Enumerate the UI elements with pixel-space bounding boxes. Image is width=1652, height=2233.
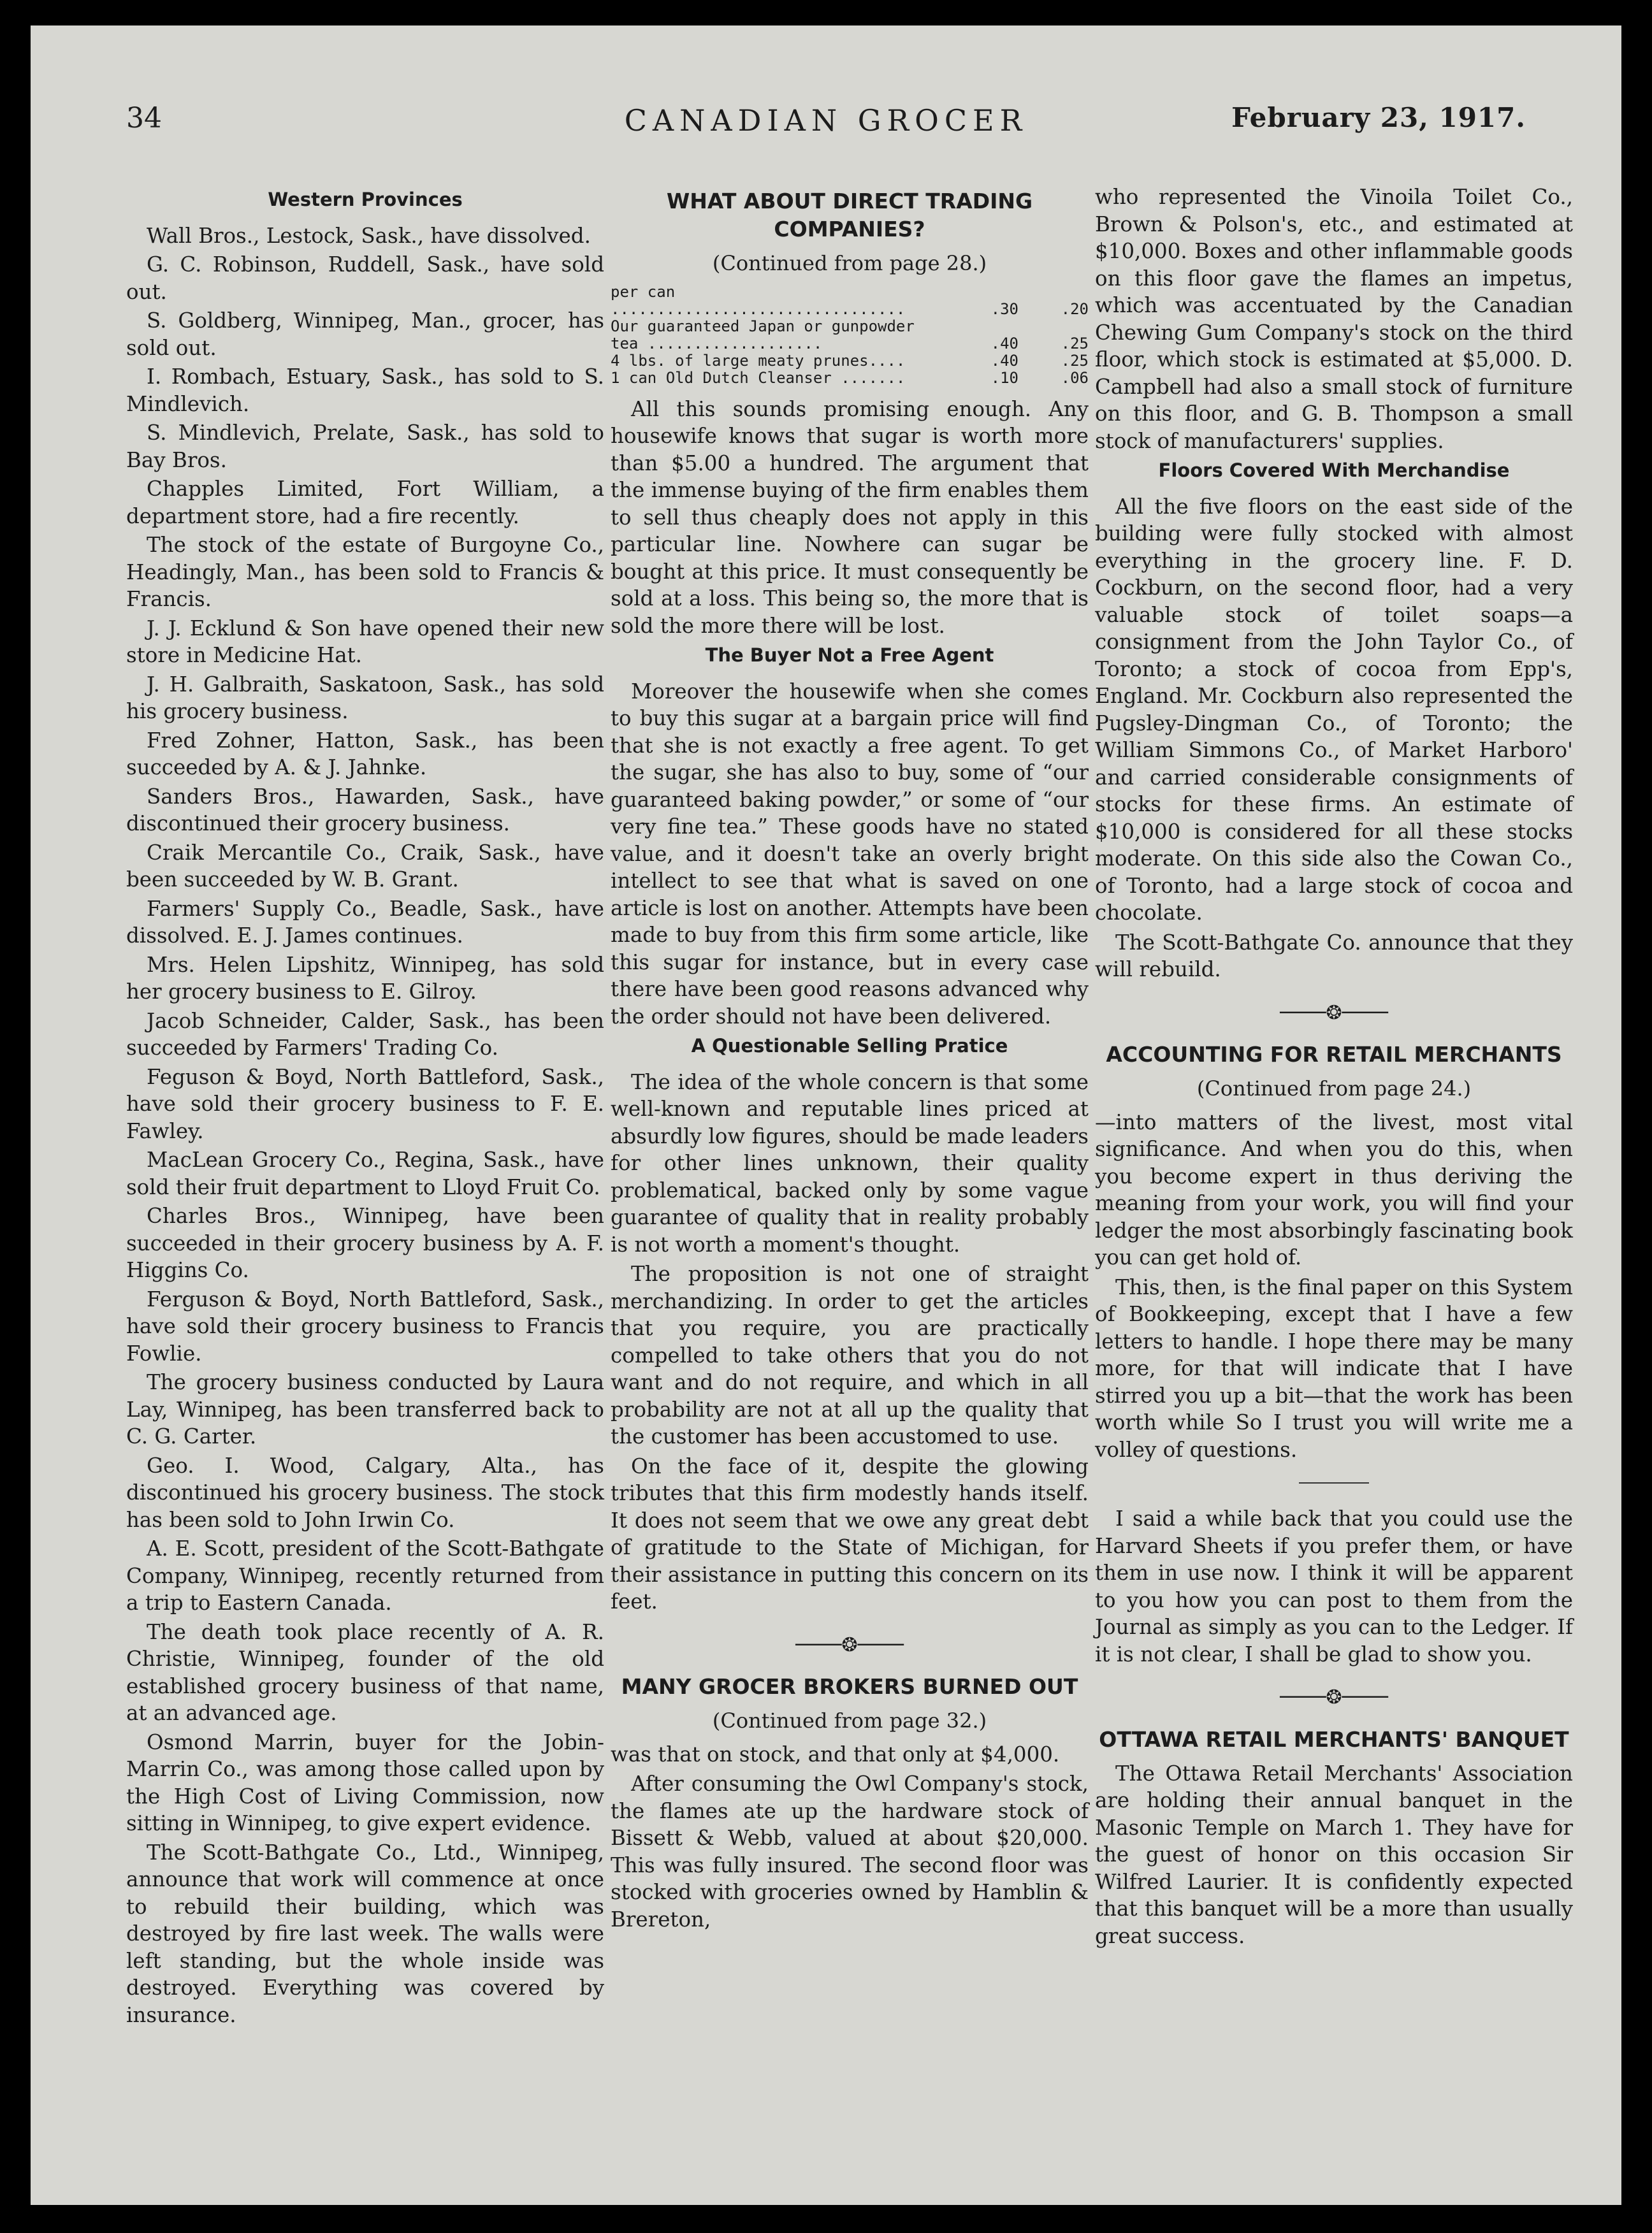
news-item: Feguson & Boyd, North Battleford, Sask., have sold their grocery business to F. E. Fawley. (126, 1064, 604, 1143)
price-cell-label: per can ................................ (611, 282, 906, 318)
paragraph: The Scott-Bathgate Co. announce that they will rebuild. (1095, 930, 1573, 981)
page-header (31, 25, 1621, 153)
paragraph: was that on stock, and that only at $4,000. (611, 1742, 1060, 1767)
price-cell-a: .40 (990, 334, 1018, 352)
price-cell-label: 4 lbs. of large meaty prunes.... (611, 351, 906, 370)
paragraph: —into matters of the livest, most vital significance. And when you do this, when you become expert in thus deriving the meaning from your work, you will find your ledger the most absorbingly fascinating book you can get hold of. (1095, 1109, 1573, 1269)
price-cell-b: .25 (1061, 351, 1089, 370)
paragraph: who represented the Vinoila Toilet Co., Brown & Polson's, etc., and estimated at $10,000. Boxes and other inflammable goods on this floor gave the flames an impetus, which was accentuated by the Canadian Chewing Gum Company's stock on the third floor, which stock is estimated at $5,000. D. Campbell had also a small stock of furniture on this floor, and G. B. Thompson a small stock of manufacturers' supplies. (1095, 185, 1573, 453)
subheading-floors: Floors Covered With Merchandise (1158, 459, 1510, 481)
news-item: J. H. Galbraith, Saskatoon, Sask., has sold his grocery business. (126, 672, 604, 723)
subheading-selling-practice: A Questionable Selling Pratice (691, 1035, 1008, 1057)
news-item: Charles Bros., Winnipeg, have been succeeded in their grocery business by A. F. Higgins Co. (126, 1204, 604, 1282)
ornament-divider: ────❂──── (795, 1633, 904, 1656)
continued-note: (Continued from page 24.) (1196, 1076, 1472, 1101)
paragraph: All the five floors on the east side of the building were fully stocked with almost everything in the grocery line. F. D. Cockburn, on the second floor, had a very valuable stock of toilet soaps—a consignment from the John Taylor Co., of Toronto; a stock of cocoa from Epp's, England. Mr. Cockburn also represented the Pugsley-Dingman Co., of Toronto; the William Simmons Co., of Market Harboro' and carried considerable consignments of stocks for these firms. An estimate of $10,000 is considered for all these stocks moderate. On this side also the Cowan Co., of Toronto, had a large stock of cocoa and chocolate. (1095, 494, 1573, 925)
continued-note: (Continued from page 28.) (712, 251, 987, 275)
price-cell-b: .06 (1061, 368, 1089, 387)
western-provinces-heading: Western Provinces (268, 189, 463, 210)
subheading-buyer: The Buyer Not a Free Agent (705, 644, 994, 666)
news-item: Ferguson & Boyd, North Battleford, Sask., have sold their grocery business to Francis Fowlie. (126, 1287, 604, 1366)
news-items-list (126, 222, 604, 2029)
continued-note: (Continued from page 32.) (712, 1709, 987, 1733)
news-item: Jacob Schneider, Calder, Sask., has been succeeded by Farmers' Trading Co. (126, 1008, 604, 1060)
news-item: Mrs. Helen Lipshitz, Winnipeg, has sold her grocery business to E. Gilroy. (126, 952, 604, 1004)
price-row (611, 318, 1089, 352)
news-item: MacLean Grocery Co., Regina, Sask., have sold their fruit department to Lloyd Fruit Co. (126, 1148, 604, 1199)
news-item: Sanders Bros., Hawarden, Sask., have discontinued their grocery business. (126, 784, 604, 835)
paragraph: This, then, is the final paper on this System of Bookkeeping, except that I have a few letters to handle. I hope there may be many more, for that will indicate that I have stirred you up a bit—that the work has been worth while So I trust you will write me a volley of questions. (1095, 1275, 1573, 1462)
news-item: Geo. I. Wood, Calgary, Alta., has discontinued his grocery business. The stock has been sold to John Irwin Co. (126, 1453, 604, 1532)
news-item: G. C. Robinson, Ruddell, Sask., have sold out. (126, 252, 604, 304)
price-cell-a: .30 (990, 300, 1018, 318)
price-cell-b: .20 (1061, 300, 1089, 318)
column-middle (611, 184, 1089, 1935)
news-item: Osmond Marrin, buyer for the Jobin-Marrin Co., was among those called upon by the High Cost of Living Commission, now sitting in Winnipeg, to give expert evidence. (126, 1730, 604, 1835)
magazine-title: CANADIAN GROCER (624, 103, 1028, 138)
price-cell-a: .10 (990, 368, 1018, 387)
paragraph: The Ottawa Retail Merchants' Association are holding their annual banquet in the Masonic Temple on March 1. They have for the guest of honor on this occasion Sir Wilfred Laurier. It is confidently expected that this banquet will be a more than usually great success. (1095, 1761, 1573, 1948)
paragraph: Moreover the housewife when she comes to buy this sugar at a bargain price will find that she is not exactly a free agent. To get the sugar, she has also to buy, some of “our guaranteed baking powder,” or some of “our very fine tea.” These goods have no stated value, and it doesn't take an overly bright intellect to see that what is saved on one article is lost on another. Attempts have been made to buy from this firm some article, like this sugar for instance, but in every case there have been good reasons advanced why the order should not have been delivered. (611, 679, 1089, 1029)
news-item: The stock of the estate of Burgoyne Co., Headingly, Man., has been sold to Francis & Francis. (126, 533, 604, 611)
issue-date: February 23, 1917. (1231, 102, 1526, 133)
news-item: The Scott-Bathgate Co., Ltd., Winnipeg, announce that work will commence at once to rebuild their building, which was destroyed by fire last week. The walls were left standing, but the whole inside was destroyed. Everything was covered by insurance. (126, 1840, 604, 2027)
column-right (1095, 184, 1573, 1952)
news-item: Wall Bros., Lestock, Sask., have dissolved. (147, 223, 591, 248)
paragraph: On the face of it, despite the glowing tributes that this firm modestly hands itself. It does not seem that we owe any great debt of gratitude to the State of Michigan, for their assistance in putting this concern on its feet. (611, 1454, 1089, 1614)
price-cell-a: .40 (990, 351, 1018, 370)
ottawa-banquet-title: OTTAWA RETAIL MERCHANTS' BANQUET (1099, 1726, 1569, 1752)
paragraph: All this sounds promising enough. Any housewife knows that sugar is worth more than $5.00 a hundred. The argument that the immense buying of the firm enables them to sell thus cheaply does not apply in this particular line. Nowhere can sugar be bought at this price. It must consequently be sold at a loss. This being so, the more that is sold the more there will be lost. (611, 396, 1089, 638)
news-item: S. Mindlevich, Prelate, Sask., has sold to Bay Bros. (126, 421, 604, 472)
paragraph: After consuming the Owl Company's stock, the flames ate up the hardware stock of Bissett & Webb, valued at about $20,000. This was fully insured. The second floor was stocked with groceries owned by Hamblin & Brereton, (611, 1772, 1089, 1932)
price-cell-label: Our guaranteed Japan or gunpowder tea ................... (611, 317, 915, 352)
news-item: A. E. Scott, president of the Scott-Bathgate Company, Winnipeg, recently returned from a trip to Eastern Canada. (126, 1536, 604, 1615)
news-item: The death took place recently of A. R. Christie, Winnipeg, founder of the old established grocery business of that name, at an advanced age. (126, 1619, 604, 1725)
news-item: Chapples Limited, Fort William, a department store, had a fire recently. (126, 477, 604, 528)
paragraph: The proposition is not one of straight merchandizing. In order to get the articles that you require, you are practically compelled to take others that you do not want and do not require, and which in all probability are not at all up the quality that the customer has been accustomed to use. (611, 1262, 1089, 1449)
news-item: I. Rombach, Estuary, Sask., has sold to S. Mindlevich. (126, 365, 604, 416)
short-rule (1299, 1482, 1369, 1484)
column-left (126, 184, 604, 2030)
ornament-divider: ────❂──── (1280, 1001, 1388, 1024)
news-item: Craik Mercantile Co., Craik, Sask., have been succeeded by W. B. Grant. (126, 840, 604, 892)
news-item: Fred Zohner, Hatton, Sask., has been succeeded by A. & J. Jahnke. (126, 728, 604, 779)
paragraph: The idea of the whole concern is that some well-known and reputable lines priced at absurdly low figures, should be made leaders for other lines unknown, their quality problematical, backed only by some vague guarantee of quality that in reality probably is not worth a moment's thought. (611, 1069, 1089, 1257)
news-item: The grocery business conducted by Laura Lay, Winnipeg, has been transferred back to C. G. Carter. (126, 1370, 604, 1449)
ornament-divider: ────❂──── (1280, 1686, 1388, 1709)
paragraph: I said a while back that you could use the Harvard Sheets if you prefer them, or have them in use now. I think it will be apparent to you how you can post to them from the Journal as simply as you can to the Ledger. If it is not clear, I shall be glad to show you. (1095, 1507, 1573, 1666)
price-row (611, 352, 1089, 370)
price-row (611, 284, 1089, 318)
news-item: S. Goldberg, Winnipeg, Man., grocer, has sold out. (126, 308, 604, 360)
price-cell-b: .25 (1061, 334, 1089, 352)
grocer-brokers-title: MANY GROCER BROKERS BURNED OUT (621, 1674, 1078, 1699)
page-number: 34 (126, 102, 162, 134)
price-row (611, 370, 1089, 387)
news-item: Farmers' Supply Co., Beadle, Sask., have dissolved. E. J. James continues. (126, 896, 604, 948)
magazine-page (31, 25, 1621, 2205)
price-cell-label: 1 can Old Dutch Cleanser ....... (611, 368, 906, 387)
direct-trading-title: WHAT ABOUT DIRECT TRADING COMPANIES? (666, 189, 1033, 242)
accounting-title: ACCOUNTING FOR RETAIL MERCHANTS (1106, 1042, 1562, 1067)
news-item: J. J. Ecklund & Son have opened their new store in Medicine Hat. (126, 616, 604, 667)
price-table (611, 284, 1089, 387)
